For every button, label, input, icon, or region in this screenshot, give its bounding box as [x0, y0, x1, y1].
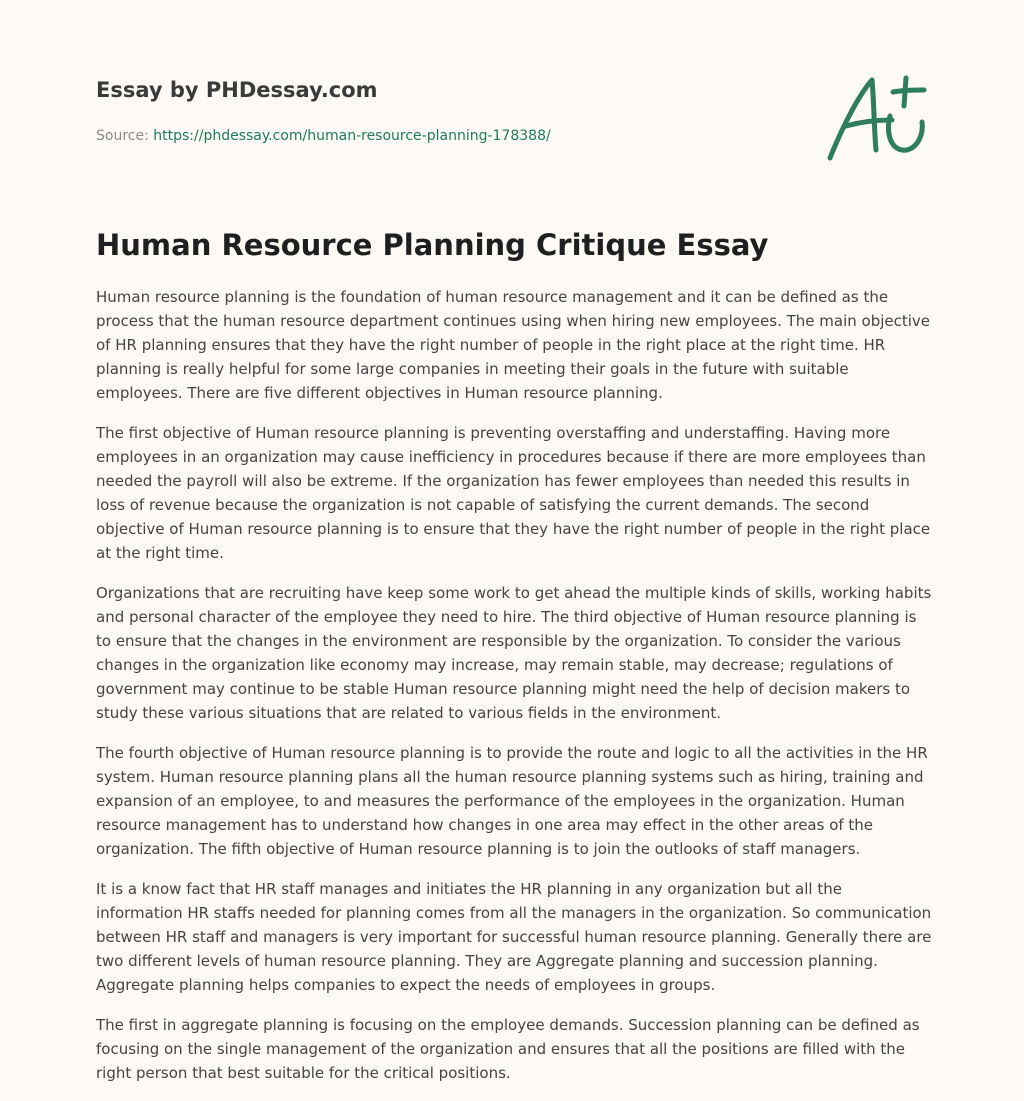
source-line	[96, 127, 796, 145]
essay-paragraph: The fourth objective of Human resource planning is to provide the route and logic to all the activities in the HR system. Human resource planning plans all the human resource planning systems such as hiring, training and expansion of an employee, to and measures the performance of the employees in the organization. Human resource management has to understand how changes in one area may effect in the other areas of the organization. The fifth objective of Human resource planning is to join the outlooks of staff managers.	[96, 744, 928, 858]
essay-paragraph: It is a know fact that HR staff manages and initiates the HR planning in any organization but all the information HR staffs needed for planning comes from all the managers in the organization. So communication between HR staff and managers is very important for successful human resource planning. Generally there are two different levels of human resource planning. They are Aggregate planning and succession planning. Aggregate planning helps companies to expect the needs of employees in groups.	[96, 880, 932, 994]
essay-paragraph: The first in aggregate planning is focusing on the employee demands. Succession planning can be defined as focusing on the single management of the organization and ensures that all the positions are filled with the right person that best suitable for the critical positions.	[96, 1016, 920, 1082]
header	[96, 76, 796, 145]
source-link[interactable]: https://phdessay.com/human-resource-planning-178388/	[153, 128, 551, 144]
essay-body	[96, 285, 932, 1101]
brand-title: Essay by PHDessay.com	[96, 78, 378, 102]
source-label: Source:	[96, 128, 154, 144]
essay-paragraph: The first objective of Human resource planning is preventing overstaffing and understaffing. Having more employees in an organization may cause inefficiency in procedures because if there are more employees than needed the payroll will also be extreme. If the organization has fewer employees than needed this results in loss of revenue because the organization is not capable of satisfying the current demands. The second objective of Human resource planning is to ensure that they have the right number of people in the right place at the right time.	[96, 424, 931, 562]
essay-paragraph: Organizations that are recruiting have keep some work to get ahead the multiple kinds of skills, working habits and personal character of the employee they need to hire. The third objective of Human resource planning is to ensure that the changes in the environment are responsible by the organization. To consider the various changes in the organization like economy may increase, may remain stable, may decrease; regulations of government may continue to be stable Human resource planning might need the help of decision makers to study these various situations that are related to various fields in the environment.	[96, 584, 932, 722]
a-plus-grade-icon	[820, 66, 930, 166]
essay-title: Human Resource Planning Critique Essay	[96, 228, 769, 262]
essay-paragraph: Human resource planning is the foundation of human resource management and it can be defined as the process that the human resource department continues using when hiring new employees. The main objective of HR planning ensures that they have the right number of people in the right place at the right time. HR planning is really helpful for some large companies in meeting their goals in the future with suitable employees. There are five different objectives in Human resource planning.	[96, 288, 931, 402]
